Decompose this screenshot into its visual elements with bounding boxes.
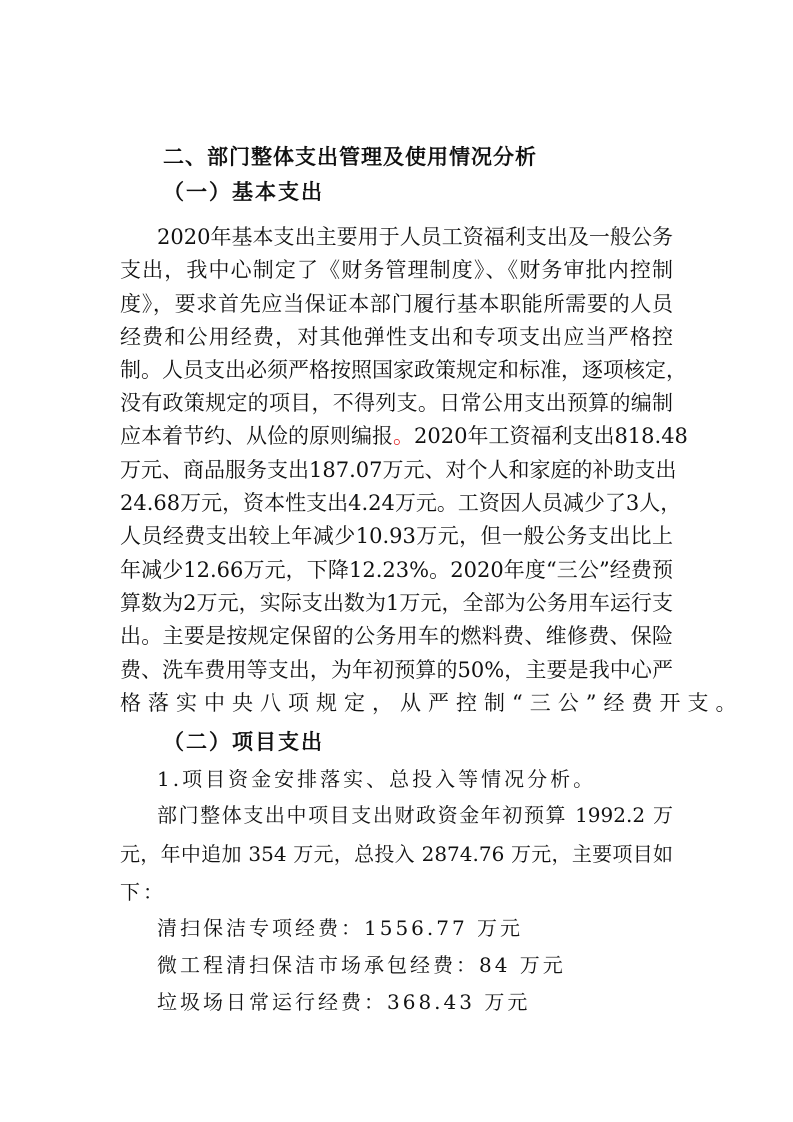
text-line: 算数为2万元，实际支出数为1万元，全部为公务用车运行支 — [120, 591, 673, 615]
text-line: 下： — [120, 880, 166, 904]
text-segment: 应本着节约、从俭的原则编报 — [120, 424, 393, 448]
text-line — [120, 420, 688, 453]
text-line: 格落实中央八项规定，从严控制“三公”经费开支。 — [120, 691, 744, 715]
red-period-mark: 。 — [393, 424, 414, 448]
text-line: 24.68万元，资本性支出4.24万元。工资因人员减少了3人， — [120, 491, 682, 515]
text-line: 经费和公用经费，对其他弹性支出和专项支出应当严格控 — [120, 325, 673, 349]
list-item: 微工程清扫保洁市场承包经费：84 万元 — [157, 953, 566, 977]
list-item: 清扫保洁专项经费：1556.77 万元 — [157, 916, 524, 940]
text-line: 元，年中追加 354 万元，总投入 2874.76 万元，主要项目如 — [120, 842, 673, 866]
text-line: 2020年基本支出主要用于人员工资福利支出及一般公务 — [157, 225, 673, 249]
text-line: 费、洗车费用等支出，为年初预算的50%，主要是我中心严 — [120, 658, 673, 682]
section-heading: 二、部门整体支出管理及使用情况分析 — [163, 145, 537, 169]
list-item: 垃圾场日常运行经费：368.43 万元 — [157, 990, 531, 1014]
text-line: 支出，我中心制定了《财务管理制度》、《财务审批内控制 — [120, 258, 673, 282]
subsection-title-project: （二）项目支出 — [163, 730, 324, 754]
text-line: 制。人员支出必须严格按照国家政策规定和标准，逐项核定， — [120, 358, 687, 382]
text-line: 万元、商品服务支出187.07万元、对个人和家庭的补助支出 — [120, 458, 677, 482]
text-line: 度》，要求首先应当保证本部门履行基本职能所需要的人员 — [120, 292, 673, 316]
text-line: 人员经费支出较上年减少10.93万元，但一般公务支出比上 — [120, 524, 673, 548]
subsection-title-basic: （一）基本支出 — [163, 180, 324, 204]
text-line: 出。主要是按规定保留的公务用车的燃料费、维修费、保险 — [120, 624, 673, 648]
text-segment: 2020年工资福利支出818.48 — [414, 424, 688, 448]
numbered-subtitle: 1.项目资金安排落实、总投入等情况分析。 — [157, 767, 597, 791]
text-line: 部门整体支出中项目支出财政资金年初预算 1992.2 万 — [157, 803, 673, 827]
text-line: 没有政策规定的项目，不得列支。日常公用支出预算的编制 — [120, 391, 673, 415]
text-line: 年减少12.66万元，下降12.23%。2020年度“三公”经费预 — [120, 558, 673, 582]
